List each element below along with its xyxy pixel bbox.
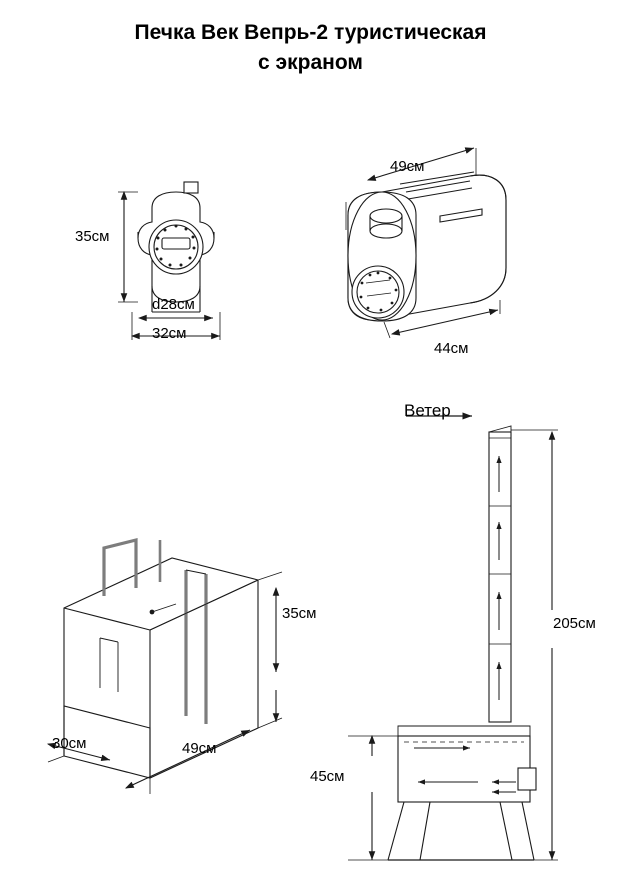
page-title-line2: с экраном — [258, 51, 363, 74]
front-height-label: 35см — [75, 228, 110, 245]
chimney-view-shape — [388, 416, 536, 860]
bag-length-label: 49см — [182, 740, 217, 757]
page-title-line1: Печка Век Вепрь-2 туристическая — [134, 21, 487, 44]
isometric-view-shape — [348, 172, 506, 321]
chimney-stove-height-label: 45см — [310, 768, 345, 785]
front-view-shape — [138, 182, 214, 312]
iso-depth-label: 44см — [434, 340, 469, 357]
bag-height-label: 35см — [282, 605, 317, 622]
iso-length-label: 49см — [390, 158, 425, 175]
carry-bag-shape — [64, 540, 258, 778]
front-door-diameter-label: d28см — [152, 296, 195, 313]
bag-depth-label: 30см — [52, 735, 87, 752]
chimney-total-height-label: 205см — [553, 615, 596, 632]
wind-label: Ветер — [404, 401, 451, 420]
front-width-label: 32см — [152, 325, 187, 342]
